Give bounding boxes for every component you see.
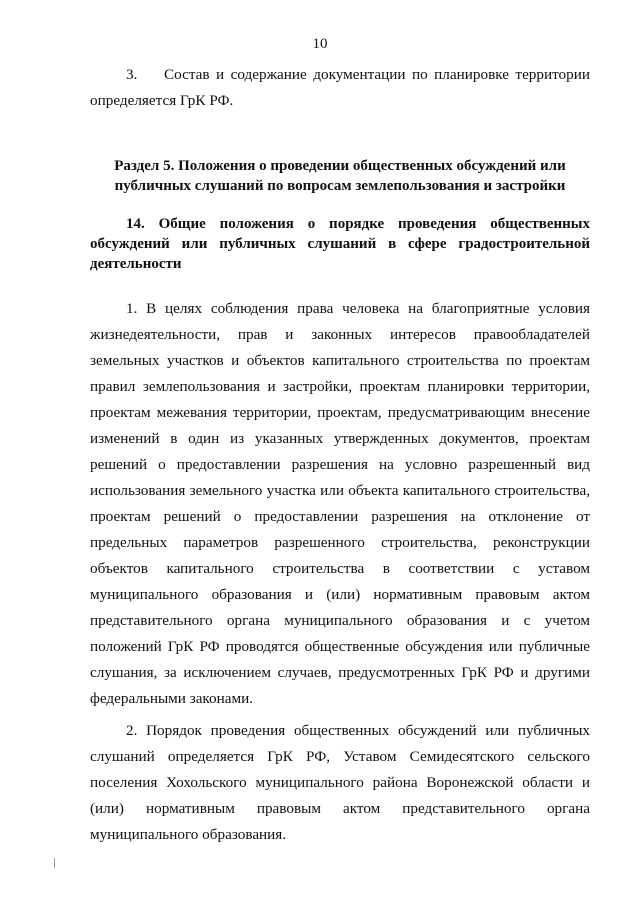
item-3-number: 3. [126, 66, 138, 83]
subsection-title: 14. Общие положения о порядке проведения общественных обсуждений или публичных слушаний в сфере градостроительной деятельности [90, 216, 590, 272]
scan-mark [54, 858, 55, 868]
paragraph-1: 1. В целях соблюдения права человека на благоприятные условия жизнедеятельности, прав и законных интересов правообладателей земельных участков и объектов капитального строительства по проектам правил землепользования и застройки, проектам планировки территории, проектам межевания территории, проектам, предусматривающим внесение изменений в один из указанных утвержденных документов, проектам решений о предоставлении разрешения на условно разрешенный вид использования земельного участка или объекта капитального строительства, проектам решений о предоставлении разрешения на отклонение от предельных параметров разрешенного строительства, реконструкции объектов капитального строительства в соответствии с уставом муниципального образования и (или) нормативным правовым актом представительного органа муниципального образования и с учетом положений ГрК РФ проводятся общественные обсуждения или публичные слушания, за исключением случаев, предусмотренных ГрК РФ и другими федеральными законами. [90, 300, 590, 707]
section-title: Раздел 5. Положения о проведении общественных обсуждений или публичных слушаний по вопросам землепользования и застройки [114, 158, 566, 194]
paragraph-2: 2. Порядок проведения общественных обсуждений или публичных слушаний определяется ГрК РФ, Уставом Семидесятского сельского поселения Хохольского муниципального района Воронежской области и (или) нормативным правовым актом представительного органа муниципального образования. [90, 722, 590, 843]
item-3 [90, 62, 590, 114]
page-number: 10 [312, 36, 328, 52]
item-3-text: Состав и содержание документации по планировке территории определяется ГрК РФ. [90, 66, 590, 109]
document-body [90, 62, 590, 848]
spacer [90, 274, 590, 296]
